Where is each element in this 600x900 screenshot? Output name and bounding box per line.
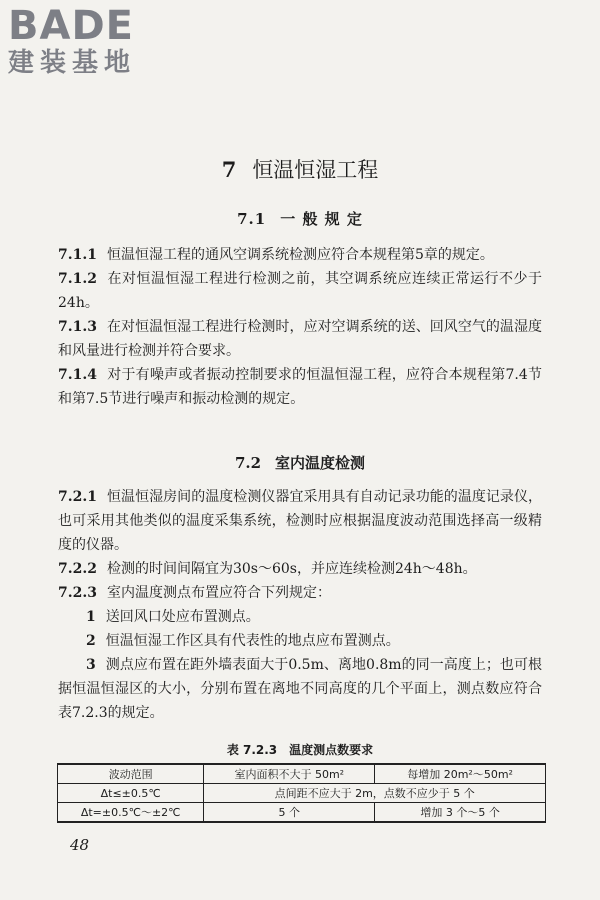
clause-number: 7.1.3 — [58, 319, 97, 335]
clause-7-1-4 — [58, 363, 542, 411]
clause-text: 检测的时间间隔宜为30s～60s，并应连续检测24h～48h。 — [106, 561, 477, 577]
chapter-title — [0, 156, 600, 184]
clause-text: 在对恒温恒湿工程进行检测时，应对空调系统的送、回风空气的温湿度和风量进行检测并符合要求。 — [58, 319, 542, 359]
logo-wordmark: BADE — [8, 3, 134, 49]
section-7-1-body — [58, 243, 542, 411]
logo — [8, 4, 136, 78]
clause-text: 恒温恒湿房间的温度检测仪器宜采用具有自动记录功能的温度记录仪，也可采用其他类似的温度采集系统，检测时应根据温度波动范围选择高一级精度的仪器。 — [58, 489, 542, 553]
table-header-cell: 波动范围 — [58, 764, 204, 784]
logo-subtitle: 建装基地 — [8, 48, 137, 78]
item-text: 送回风口处应布置测点。 — [105, 609, 260, 625]
table-caption — [0, 741, 600, 759]
clause-7-2-3 — [58, 581, 542, 605]
section-number: 7.2 — [234, 454, 262, 472]
section-number: 7.1 — [237, 210, 267, 228]
clause-7-1-3 — [58, 315, 542, 363]
clause-7-1-2 — [58, 267, 542, 315]
section-title: 一 般 规 定 — [280, 210, 363, 228]
table-header-row — [58, 764, 546, 784]
item-number: 1 — [86, 609, 96, 625]
item-number: 2 — [86, 633, 96, 649]
list-item — [58, 629, 542, 653]
table-title: 温度测点数要求 — [289, 743, 374, 757]
clause-number: 7.2.1 — [58, 489, 97, 505]
clause-number: 7.1.2 — [58, 271, 97, 287]
section-heading-7-1 — [0, 209, 600, 229]
temperature-points-table — [57, 763, 546, 823]
table-cell: Δt≤±0.5℃ — [58, 784, 204, 803]
section-7-2-body — [58, 485, 542, 725]
clause-number: 7.2.2 — [58, 561, 97, 577]
item-text: 测点应布置在距外墙表面大于0.5m、离地0.8m的同一高度上；也可根据恒温恒湿区的大小，分别布置在离地不同高度的几个平面上，测点数应符合表7.2.3的规定。 — [58, 657, 542, 721]
clause-text: 在对恒温恒湿工程进行检测之前，其空调系统应连续正常运行不少于24h。 — [58, 271, 542, 311]
clause-text: 室内温度测点布置应符合下列规定： — [106, 585, 331, 601]
table-cell: 点间距不应大于 2m，点数不应少于 5 个 — [204, 784, 546, 803]
clause-number: 7.1.4 — [58, 367, 97, 383]
list-item — [58, 605, 542, 629]
section-title: 室内温度检测 — [275, 454, 366, 472]
table-number: 表 7.2.3 — [226, 743, 278, 757]
table-cell: Δt=±0.5℃～±2℃ — [58, 803, 204, 823]
page-number: 48 — [70, 836, 90, 854]
clause-number: 7.2.3 — [58, 585, 97, 601]
table-header-cell: 室内面积不大于 50m² — [204, 764, 375, 784]
clause-number: 7.1.1 — [58, 247, 97, 263]
table-cell: 5 个 — [204, 803, 375, 823]
chapter-number: 7 — [221, 157, 237, 182]
item-number: 3 — [86, 657, 96, 673]
table-row — [58, 803, 546, 823]
clause-text: 恒温恒湿工程的通风空调系统检测应符合本规程第5章的规定。 — [106, 247, 494, 263]
table-row — [58, 784, 546, 803]
chapter-title-text: 恒温恒湿工程 — [252, 158, 379, 182]
clause-7-1-1 — [58, 243, 542, 267]
section-heading-7-2 — [0, 453, 600, 473]
table-cell: 增加 3 个～5 个 — [375, 803, 546, 823]
item-text: 恒温恒湿工作区具有代表性的地点应布置测点。 — [105, 633, 400, 649]
clause-text: 对于有噪声或者振动控制要求的恒温恒湿工程，应符合本规程第7.4节和第7.5节进行噪声和振动检测的规定。 — [58, 367, 542, 407]
clause-7-2-2 — [58, 557, 542, 581]
table-header-cell: 每增加 20m²～50m² — [375, 764, 546, 784]
list-item — [58, 653, 542, 725]
clause-7-2-1 — [58, 485, 542, 557]
